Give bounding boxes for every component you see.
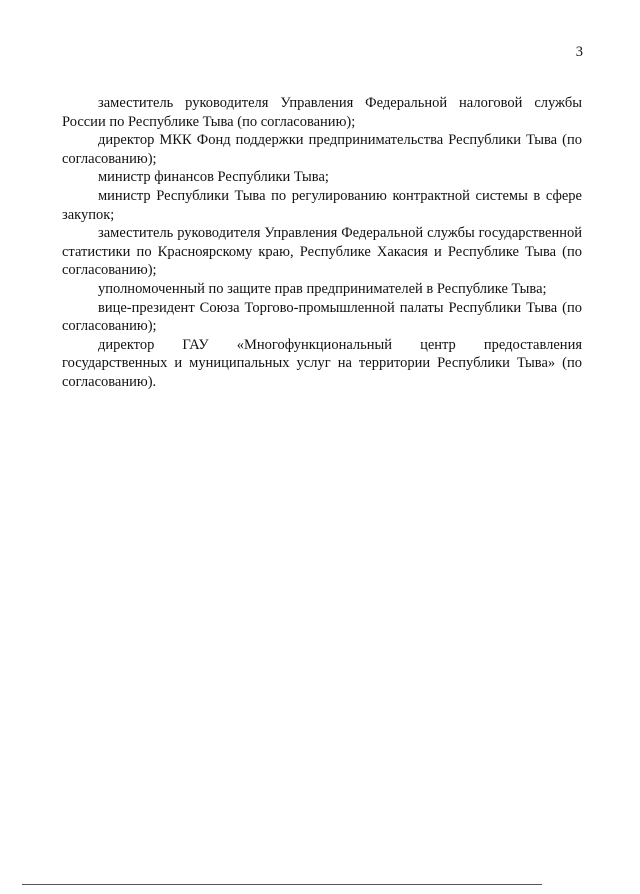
list-item: директор ГАУ «Многофункциональный центр предоставления государственных и муниципальных услуг на территории Республики Тыва» (по согласованию). xyxy=(62,336,582,390)
list-item: министр финансов Республики Тыва; xyxy=(98,169,329,186)
page-number: 3 xyxy=(575,44,583,60)
list-item: вице-президент Союза Торгово-промышленной палаты Республики Тыва (по согласованию); xyxy=(62,299,582,335)
list-item: министр Республики Тыва по регулированию контрактной системы в сфере закупок; xyxy=(62,187,582,223)
member-list xyxy=(62,94,582,392)
list-item: директор МКК Фонд поддержки предпринимательства Республики Тыва (по согласованию); xyxy=(62,132,582,167)
list-item: заместитель руководителя Управления Федеральной службы государственной статистики по Красноярскому краю, Республике Хакасия и Республике Тыва (по согласованию); xyxy=(62,225,582,279)
list-item: уполномоченный по защите прав предпринимателей в Республике Тыва; xyxy=(98,280,547,297)
footer-divider xyxy=(22,884,542,885)
list-item: заместитель руководителя Управления Федеральной налоговой службы России по Республике Тыва (по согласованию); xyxy=(62,95,582,130)
